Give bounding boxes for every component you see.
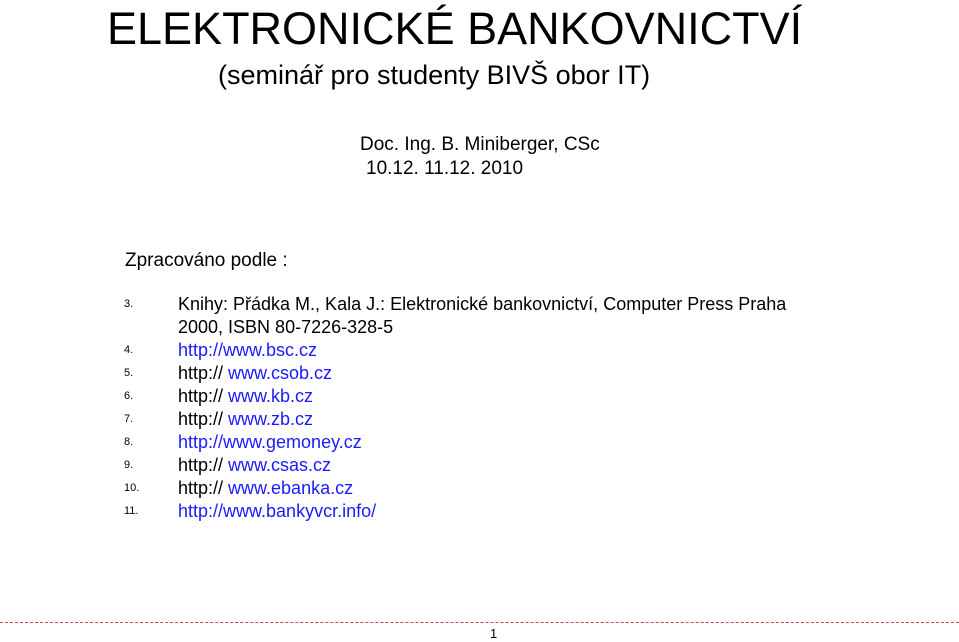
reference-text — [178, 293, 838, 339]
url-prefix: http:// — [178, 363, 229, 383]
reference-item — [124, 477, 838, 500]
reference-item — [124, 408, 838, 431]
document-title: ELEKTRONICKÉ BANKOVNICTVÍ — [107, 3, 803, 54]
reference-item — [124, 385, 838, 408]
reference-number: 5. — [124, 367, 134, 379]
reference-link[interactable]: www.kb.cz — [228, 386, 314, 406]
sources-heading: Zpracováno podle : — [125, 250, 288, 271]
footer-divider — [0, 622, 959, 623]
url-prefix: http:// — [178, 386, 229, 406]
reference-number: 6. — [124, 390, 134, 402]
reference-link[interactable]: http://www.gemoney.cz — [178, 432, 362, 452]
reference-item — [124, 454, 838, 477]
reference-item — [124, 339, 838, 362]
page-number: 1 — [490, 626, 498, 641]
reference-list — [124, 293, 838, 523]
author-name: Doc. Ing. B. Miniberger, CSc — [360, 134, 600, 155]
reference-link[interactable]: http://www.bsc.cz — [178, 340, 318, 360]
reference-link[interactable]: www.csas.cz — [228, 455, 332, 475]
reference-item — [124, 431, 838, 454]
reference-link[interactable]: http://www.bankyvcr.info/ — [178, 501, 377, 521]
reference-number: 7. — [124, 413, 134, 425]
url-prefix: http:// — [178, 455, 229, 475]
reference-link[interactable]: www.ebanka.cz — [228, 478, 354, 498]
reference-item — [124, 293, 838, 339]
reference-line: Knihy: Přádka M., Kala J.: Elektronické bankovnictví, Computer Press Praha — [178, 294, 787, 314]
reference-line: 2000, ISBN 80-7226-328-5 — [178, 317, 394, 337]
reference-item — [124, 362, 838, 385]
reference-link[interactable]: www.zb.cz — [228, 409, 314, 429]
reference-number: 11. — [124, 505, 139, 517]
url-prefix: http:// — [178, 478, 229, 498]
reference-number: 9. — [124, 459, 134, 471]
seminar-dates: 10.12. 11.12. 2010 — [366, 158, 524, 179]
reference-number: 4. — [124, 344, 134, 356]
reference-link[interactable]: www.csob.cz — [228, 363, 333, 383]
reference-number: 3. — [124, 298, 134, 310]
reference-number: 10. — [124, 482, 140, 494]
url-prefix: http:// — [178, 409, 229, 429]
reference-item — [124, 500, 838, 523]
document-subtitle: (seminář pro studenty BIVŠ obor IT) — [218, 60, 651, 90]
reference-number: 8. — [124, 436, 134, 448]
